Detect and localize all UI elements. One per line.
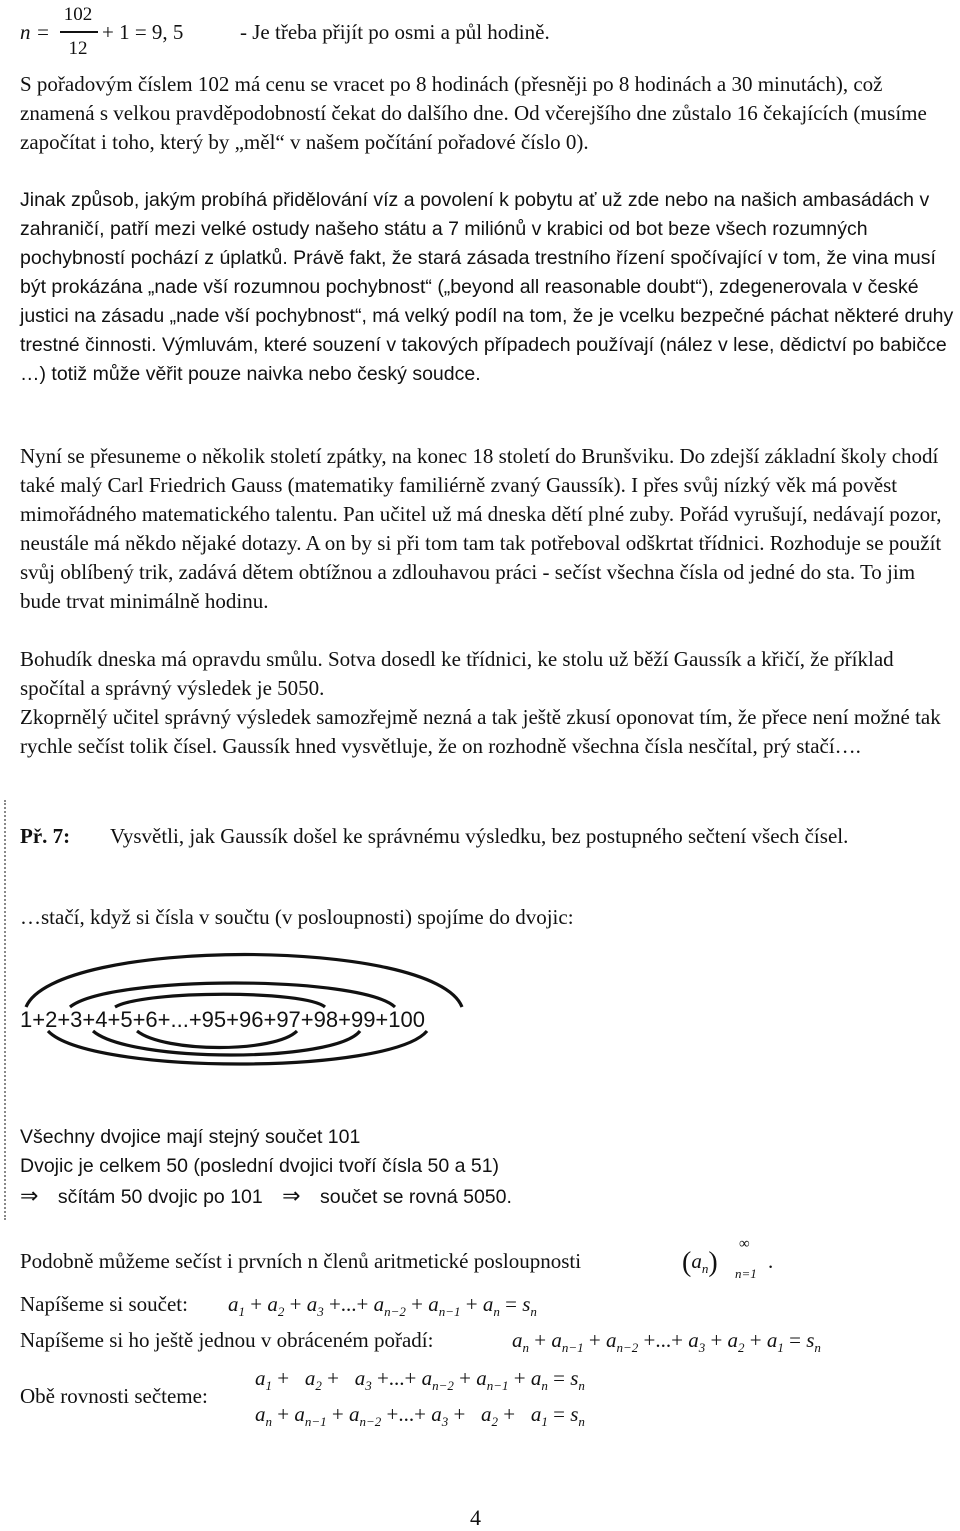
reverse-formula: $a_n + a_{n-1} + a_{n-2}$ +...+ $a_3 + a_2 + a_1 = s_n$ (512, 1328, 821, 1356)
implies-icon: ⇒ (282, 1183, 301, 1208)
conclusion-line (20, 1181, 512, 1212)
add-formula-2: $a_n + a_{n-1} + a_{n-2}$ +...+ $a_3 + a_2 + a_1 = s_n$ (255, 1402, 585, 1430)
write-reverse-label: Napíšeme si ho ještě jednou v obráceném pořadí: (20, 1328, 434, 1352)
sequence-period: . (768, 1249, 774, 1273)
sum-formula: $a_1 + a_2 + a_3$ +...+ $a_{n-2} + a_{n-1} + a_n = s_n$ (228, 1292, 537, 1320)
formula-rest: + 1 = 9, 5 (102, 20, 184, 44)
paragraph-teacher: Zkoprnělý učitel správný výsledek samozřejmě nezná a tak ještě zkusí oponovat tím, že přece není možné tak rychle sečíst tolik čísel. Gaussík hned vysvětluje, že on rozhodně všechna čísla nesčítal, prý stačí…. (20, 705, 941, 758)
add-label: Obě rovnosti sečteme: (20, 1384, 208, 1408)
paragraph-queue: S pořadovým číslem 102 má cenu se vracet po 8 hodinách (přesněji po 8 hodinách a 30 minutách), což znamená s velkou pravděpodobností čekat do dalšího dne. Od včerejšího dne zůstalo 16 čekajících (musíme započítat i toho, který by „měl“ v našem počítání pořadové číslo 0). (20, 72, 927, 154)
fact-pair-count: Dvojic je celkem 50 (poslední dvojici tvoří čísla 50 a 51) (20, 1155, 500, 1177)
fraction-numerator: 102 (63, 4, 93, 25)
paragraph-gauss-result: Bohudík dneska má opravdu smůlu. Sotva dosedl ke třídnici, ke stolu už běží Gaussík a křičí, že příklad spočítal a správný výsledek je 5050. (20, 647, 894, 700)
pairs-diagram (15, 945, 495, 1070)
sequence-notation: $(a_n)$ (682, 1247, 718, 1278)
arc-1-100 (26, 955, 462, 1008)
pairs-intro: …stačí, když si čísla v součtu (v posloupnosti) spojíme do dvojic: (20, 905, 574, 929)
exercise-text: Vysvětli, jak Gaussík došel ke správnému výsledku, bez postupného sečtení všech čísel. (110, 824, 849, 848)
margin-rule (4, 800, 6, 1220)
sum-line: 1+2+3+4+5+6+...+95+96+97+98+99+100 (20, 1007, 425, 1032)
add-formula-1: $a_1 + a_2 + a_3$ +...+ $a_{n-2} + a_{n-1} + a_n = s_n$ (255, 1366, 585, 1394)
paragraph-gauss-story: Nyní se přesuneme o několik století zpátky, na konec 18 století do Brunšviku. Do zdejší základní školy chodí také malý Carl Friedrich Gauss (matematiky familiérně zvaný Gaussík). I přes svůj nízký věk má pověst mimořádného matematického talentu. Pan učitel už má dneska dětí plné zuby. Pořád vyrušují, nedávají pozor, neustále má někdo nějaké dotazy. A on by si při tom tam tak potřeboval odškrtat třídnici. Rozhoduje se použít svůj oblíbený trik, zadává dětem obtížnou a zdlouhavou práci - sečíst všechna čísla od jedné do sta. To jim bude trvat minimálně hodinu. (20, 444, 942, 613)
fact-equal-sum: Všechny dvojice mají stejný součet 101 (20, 1126, 361, 1148)
exercise-label: Př. 7: (20, 824, 71, 848)
arc-5-96 (115, 994, 325, 1007)
sequence-upper: ∞ (739, 1236, 750, 1252)
sequence-lower: n=1 (735, 1266, 757, 1281)
formula-note: - Je třeba přijít po osmi a půl hodině. (240, 20, 550, 44)
paragraph-visa: Jinak způsob, jakým probíhá přidělování víz a povolení k pobytu ať už zde nebo na našich ambasádách v zahraničí, patří mezi velké ostudy našeho státu a 7 miliónů v krabici od bot beze všech rozumných pochybností pochází z úplatků. Právě fakt, že stará zásada trestního řízení spočívající v tom, že vina musí být prokázána „nade vší rozumnou pochybnost“ („beyond all reasonable doubt“), zdegenerovala v české justici na zásadu „nade vší pochybnost“, má velký podíl na tom, že je vcelku bezpečné páchat některé druhy trestné činnosti. Výmluvám, které souzení v takových případech používají (nález v lese, dědictví po babičce …) totiž může věřit pouze naivka nebo český soudce. (20, 189, 954, 385)
conclusion-part1: sčítám 50 dvojic po 101 (57, 1186, 263, 1208)
fraction-denominator: 12 (68, 38, 88, 59)
arc-6-95 (137, 1031, 297, 1048)
implies-icon: ⇒ (20, 1183, 39, 1208)
arc-4-97 (93, 1031, 360, 1055)
write-sum-label: Napíšeme si součet: (20, 1292, 188, 1316)
fraction-bar (60, 31, 98, 33)
similar-text: Podobně můžeme sečíst i prvních n členů aritmetické posloupnosti (20, 1249, 582, 1273)
conclusion-part2: součet se rovná 5050. (320, 1186, 512, 1208)
page-number: 4 (470, 1505, 481, 1530)
formula-n-lhs: n = (20, 20, 50, 44)
